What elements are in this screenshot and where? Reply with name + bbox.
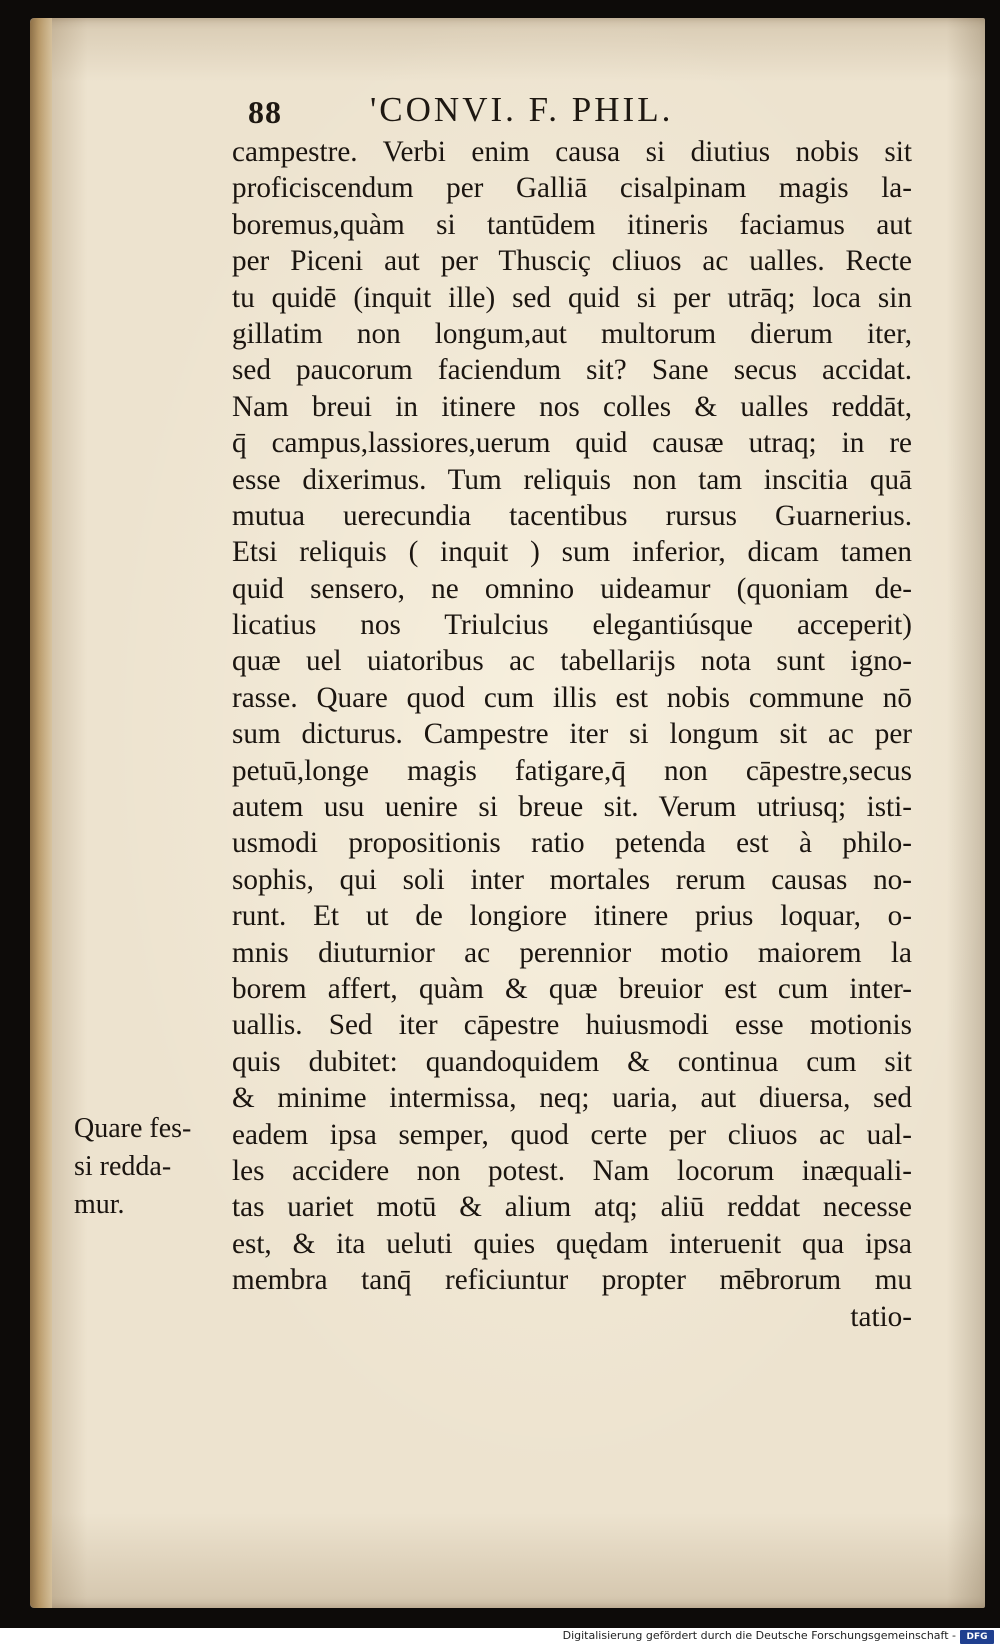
marginal-note-line: Quare fes-: [74, 1113, 192, 1144]
marginal-note-line: si redda-: [74, 1151, 172, 1182]
text-line: licatius nos Triulcius elegantiúsque acceperit): [232, 609, 912, 642]
marginal-note-line: mur.: [74, 1189, 125, 1220]
text-line: usmodi propositionis ratio petenda est à philo-: [232, 827, 912, 860]
body-text: [232, 134, 912, 1335]
text-line: quis dubitet: quandoquidem & continua cum sit: [232, 1045, 912, 1078]
text-line: les accidere non potest. Nam locorum inæquali-: [232, 1154, 912, 1187]
text-line: quid sensero, ne omnino uideamur (quoniam de-: [232, 572, 912, 605]
digitization-credit: Digitalisierung gefördert durch die Deutsche Forschungsgemeinschaft -: [562, 1629, 956, 1642]
text-line: Etsi reliquis ( inquit ) sum inferior, dicam tamen: [232, 536, 912, 569]
text-line: eadem ipsa semper, quod certe per cliuos ac ual-: [232, 1118, 912, 1151]
page-number: 88: [248, 94, 282, 130]
text-line: gillatim non longum,aut multorum dierum iter,: [232, 317, 912, 350]
text-line: sophis, qui soli inter mortales rerum causas no-: [232, 863, 912, 896]
text-line: quæ uel uiatoribus ac tabellarijs nota sunt igno-: [232, 645, 912, 678]
text-line: per Piceni aut per Thusciç cliuos ac ualles. Recte: [232, 245, 912, 278]
text-line: esse dixerimus. Tum reliquis non tam inscitia quā: [232, 463, 912, 496]
running-title: 'CONVI. F. PHIL.: [370, 90, 674, 129]
text-line: tas uariet motū & alium atq; aliū reddat necesse: [232, 1191, 912, 1224]
text-line: petuū,longe magis fatigare,q̄ non cāpestre,secus: [232, 754, 912, 787]
text-line: sed paucorum faciendum sit? Sane secus accidat.: [232, 354, 912, 387]
text-line: est, & ita ueluti quies quędam interuenit qua ipsa: [232, 1227, 912, 1260]
text-line: tu quidē (inquit ille) sed quid si per utrāq; loca sin: [232, 281, 912, 314]
marginal-note: [74, 1110, 224, 1224]
catchword: tatio-: [850, 1300, 912, 1333]
text-line: rasse. Quare quod cum illis est nobis commune nō: [232, 681, 912, 714]
page-spine-edge: [30, 18, 52, 1608]
text-line: mutua uerecundia tacentibus rursus Guarnerius.: [232, 499, 912, 532]
text-line: Nam breui in itinere nos colles & ualles reddāt,: [232, 390, 912, 423]
text-line: q̄ campus,lassiores,uerum quid causæ utraq; in re: [232, 427, 912, 460]
dfg-logo: DFG: [960, 1630, 994, 1644]
text-line: membra tanq̄ reficiuntur propter mēbrorum mu: [232, 1264, 912, 1297]
text-line: uallis. Sed iter cāpestre huiusmodi esse motionis: [232, 1009, 912, 1042]
text-line: autem usu uenire si breue sit. Verum utriusq; isti-: [232, 791, 912, 824]
text-line: runt. Et ut de longiore itinere prius loquar, o-: [232, 900, 912, 933]
text-line: proficiscendum per Galliā cisalpinam magis la-: [232, 172, 912, 205]
text-line: boremus,quàm si tantūdem itineris faciamus aut: [232, 208, 912, 241]
text-line: campestre. Verbi enim causa si diutius nobis sit: [232, 136, 912, 168]
footer-bar: [0, 1628, 1000, 1647]
text-line: borem affert, quàm & quæ breuior est cum inter-: [232, 972, 912, 1005]
text-line: & minime intermissa, neq; uaria, aut diuersa, sed: [232, 1082, 912, 1115]
text-line: sum dicturus. Campestre iter si longum sit ac per: [232, 718, 912, 751]
text-line: mnis diuturnior ac perennior motio maiorem la: [232, 936, 912, 969]
